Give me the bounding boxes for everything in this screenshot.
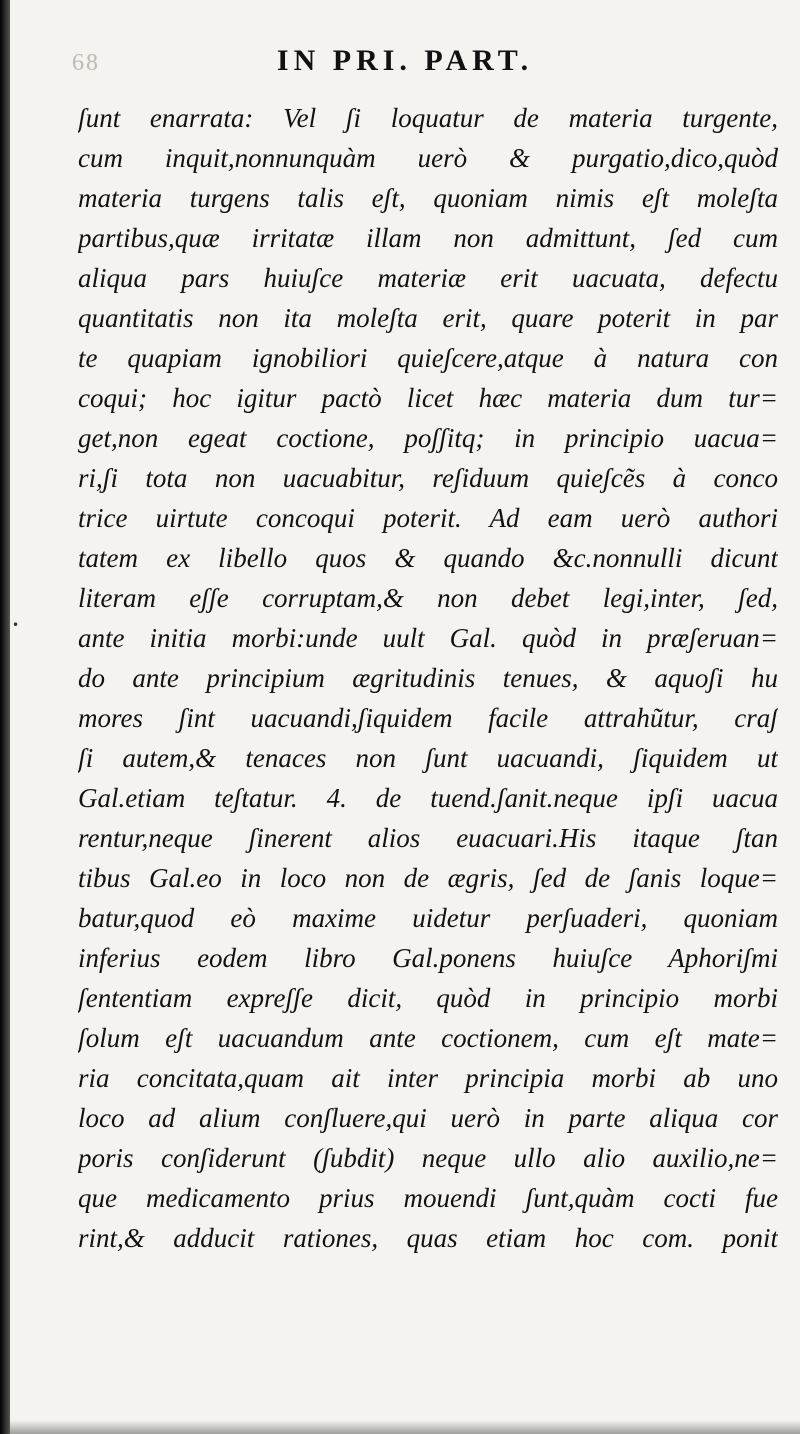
- text-line: ri,ʃi tota non uacuabitur, reʃiduum quieʃcẽs à conco: [78, 463, 778, 493]
- text-line: literam eʃʃe corruptam,& non debet legi,inter, ʃed,: [78, 583, 778, 613]
- text-line: ʃunt enarrata: Vel ʃi loquatur de materia turgente,: [78, 103, 778, 133]
- text-line: aliqua pars huiuʃce materiæ erit uacuata, defectu: [78, 263, 778, 293]
- text-line: partibus,quæ irritatæ illam non admittunt, ʃed cum: [78, 223, 778, 253]
- text-line: rentur,neque ʃinerent alios euacuari.His itaque ʃtan: [78, 823, 778, 853]
- text-line: que medicamento prius mouendi ʃunt,quàm cocti fue: [78, 1183, 778, 1213]
- text-line: coqui; hoc igitur pactò licet hæc materia dum tur=: [78, 383, 778, 413]
- text-line: materia turgens talis eʃt, quoniam nimis eʃt moleʃta: [78, 183, 778, 213]
- text-line: batur,quod eò maxime uidetur perʃuaderi, quoniam: [78, 903, 778, 933]
- text-line: poris conʃiderunt (ʃubdit) neque ullo alio auxilio,ne=: [78, 1143, 778, 1173]
- text-line: quantitatis non ita moleʃta erit, quare poterit in par: [78, 303, 778, 333]
- text-line: ʃolum eʃt uacuandum ante coctionem, cum eʃt mate=: [78, 1023, 778, 1053]
- text-line: cum inquit,nonnunquàm uerò & purgatio,dico,quòd: [78, 143, 778, 173]
- text-line: rint,& adducit rationes, quas etiam hoc com. ponit: [78, 1223, 778, 1253]
- book-page: [10, 0, 800, 1434]
- text-line: inferius eodem libro Gal.ponens huiuʃce Aphoriʃmi: [78, 943, 778, 973]
- text-line: tatem ex libello quos & quando &c.nonnulli dicunt: [78, 543, 778, 573]
- text-line: Gal.etiam teʃtatur. 4. de tuend.ʃanit.neque ipʃi uacua: [78, 783, 778, 813]
- page-bottom-shadow: [10, 1420, 800, 1434]
- show-through-folio: 68: [72, 50, 100, 76]
- body-text: [78, 98, 778, 1258]
- book-gutter-shadow: [0, 0, 10, 1434]
- text-line: do ante principium ægritudinis tenues, & aquoʃi hu: [78, 663, 778, 693]
- text-line: ʃi autem,& tenaces non ʃunt uacuandi, ʃiquidem ut: [78, 743, 778, 773]
- text-line: ria concitata,quam ait inter principia morbi ab uno: [78, 1063, 778, 1093]
- text-line: mores ʃint uacuandi,ʃiquidem facile attrahũtur, craʃ: [78, 703, 778, 733]
- running-head: IN PRI. PART.: [276, 44, 534, 77]
- text-line: te quapiam ignobiliori quieʃcere,atque à natura con: [78, 343, 778, 373]
- text-line: trice uirtute concoqui poterit. Ad eam uerò authori: [78, 503, 778, 533]
- text-line: ante initia morbi:unde uult Gal. quòd in præʃeruan=: [78, 623, 778, 653]
- text-line: loco ad alium conʃluere,qui uerò in parte aliqua cor: [78, 1103, 778, 1133]
- text-line: get,non egeat coctione, poʃʃitq; in principio uacua=: [78, 423, 778, 453]
- text-line: tibus Gal.eo in loco non de ægris, ʃed de ʃanis loque=: [78, 863, 778, 893]
- text-line: ʃententiam expreʃʃe dicit, quòd in principio morbi: [78, 983, 778, 1013]
- margin-mark: •: [12, 618, 20, 632]
